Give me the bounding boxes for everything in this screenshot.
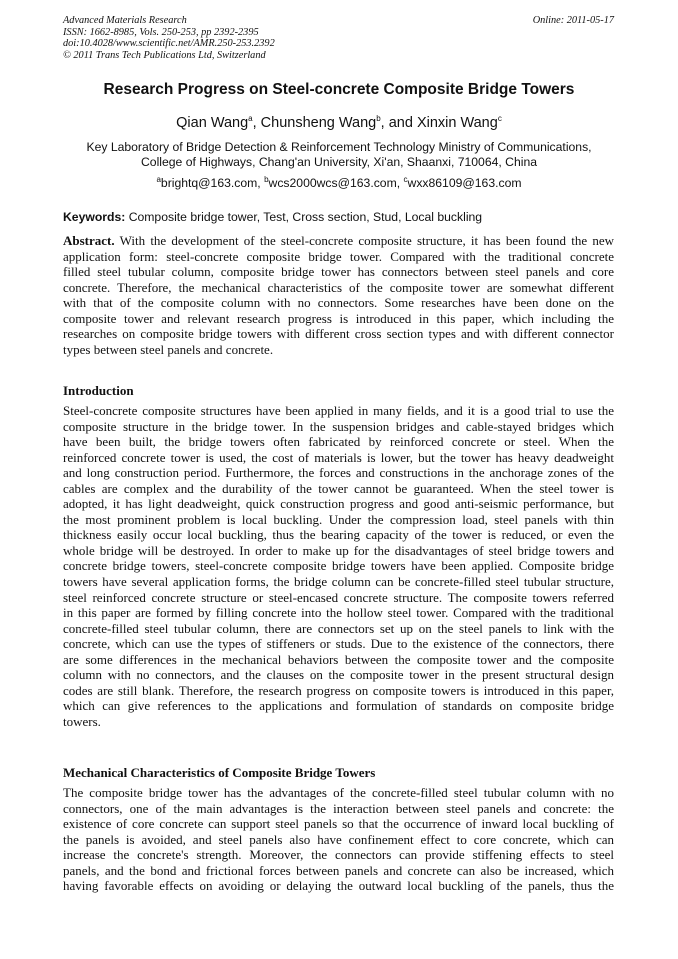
- issn: ISSN: 1662-8985, Vols. 250-253, pp 2392-2395: [63, 26, 259, 38]
- line-text: researches on composite bridge towers with different cross section types and with different connector: [63, 326, 614, 342]
- line-text: with that of the composite column with no connectors. Some researches have been done on the: [63, 295, 614, 311]
- text-line: [63, 878, 614, 894]
- line-text: concrete bridge towers, steel-concrete composite bridge towers have been applied. Composite bridge: [63, 558, 614, 574]
- line-text: which can give references to the applications and formulation of standards on composite bridge: [63, 698, 614, 714]
- text-line: [63, 512, 614, 528]
- abstract: [63, 233, 614, 357]
- line-text: Steel-concrete composite structures have been applied in many fields, and it is a good trial to use the: [63, 403, 614, 418]
- text-line: [63, 652, 614, 668]
- affiliation-line: Key Laboratory of Bridge Detection & Reinforcement Technology Ministry of Communications,: [86, 140, 592, 154]
- text-line: [63, 832, 614, 848]
- authors: [0, 114, 678, 131]
- text-line: [63, 816, 614, 832]
- text-line: [63, 342, 614, 358]
- line-text: application form: steel-concrete composite bridge tower. Compared with the traditional concrete: [63, 248, 614, 264]
- line-text: the most prominent problem is local buckling. Under the compression load, steel panels with thin: [63, 511, 614, 527]
- text-line: [63, 496, 614, 512]
- author-separator: ,: [252, 114, 261, 131]
- line-text: existence of core concrete can support steel panels so that the occurrence of inward local buckling of: [63, 816, 614, 832]
- text-line: [63, 249, 614, 265]
- paper-title: Research Progress on Steel-concrete Composite Bridge Towers: [103, 81, 575, 98]
- email-superscript: a: [156, 175, 161, 184]
- email-superscript: b: [264, 175, 269, 184]
- line-text: adopted, it has light deadweight, quick construction progress and good anti-seismic performance, but: [63, 496, 614, 512]
- text-line: [63, 863, 614, 879]
- text-line: [63, 450, 614, 466]
- emails: [0, 175, 678, 190]
- line-text: increase the concrete's strength. Moreover, the connectors can provide stiffening effects to steel: [63, 847, 614, 863]
- line-text: thickness easily occur local buckling, thus the bearing capacity of the tower is reduced, or even the: [63, 527, 614, 543]
- section-heading-introduction: Introduction: [63, 383, 134, 398]
- text-line: [63, 419, 614, 435]
- affiliation-line: College of Highways, Chang'an University, Xi'an, Shaanxi, 710064, China: [140, 155, 537, 169]
- line-text: concrete, which can use the types of stiffeners or studs. Due to the existence of the connectors, there: [63, 636, 614, 652]
- line-text: With the development of the steel-concrete composite structure, it has been found the new: [114, 233, 614, 248]
- line-text: towers.: [63, 713, 101, 729]
- line-text: whole bridge will be destroyed. In order to make up for the disadvantages of steel bridge towers and: [63, 542, 614, 558]
- text-line: [63, 264, 614, 280]
- text-line: [63, 683, 614, 699]
- author-separator: , and: [380, 114, 417, 131]
- text-line: [63, 543, 614, 559]
- copyright: © 2011 Trans Tech Publications Ltd, Switzerland: [63, 49, 266, 61]
- line-text: connectors, one of the main advantages is the interaction between steel panels and concrete: the: [63, 800, 614, 816]
- author-name: Chunsheng Wang: [260, 114, 377, 131]
- text-line: [63, 785, 614, 801]
- line-text: The composite bridge tower has the advantages of the concrete-filled steel tubular column with no: [63, 785, 614, 800]
- journal-header: [63, 15, 275, 61]
- text-line: [63, 801, 614, 817]
- text-line: [63, 574, 614, 590]
- text-line: [63, 527, 614, 543]
- text-line: [63, 326, 614, 342]
- text-line: [63, 605, 614, 621]
- line-text: panels, and the bond and frictional forces between panels and concrete can also be increased, which: [63, 862, 614, 878]
- line-text: and long construction period. Furthermore, the forces and constructions in the anchorage zones of the: [63, 465, 614, 481]
- email-superscript: c: [403, 175, 408, 184]
- text-line: [63, 558, 614, 574]
- line-text: composite structure in the bridge tower. In the suspension bridges and cable-stayed bridges which: [63, 418, 614, 434]
- text-line: [63, 233, 614, 249]
- line-text: concrete-filled steel tubular column, there are connectors set up on the steel panels to link with the: [63, 620, 614, 636]
- text-line: [63, 698, 614, 714]
- section-heading-mechanical: Mechanical Characteristics of Composite Bridge Towers: [63, 765, 376, 780]
- text-line: [63, 714, 614, 730]
- affiliation: [0, 140, 678, 170]
- abstract-label: Abstract.: [63, 233, 115, 248]
- line-text: steel reinforced concrete structure or steel-encased concrete structure. The composite towers referred: [63, 589, 614, 605]
- text-line: [63, 280, 614, 296]
- line-text: concrete. Therefore, the mechanical characteristics of the composite tower are somewhat different: [63, 279, 614, 295]
- line-text: column with no connectors, and the clauses on the composite tower in the present structural design: [63, 667, 614, 683]
- doi: doi:10.4028/www.scientific.net/AMR.250-253.2392: [63, 38, 275, 49]
- text-line: [63, 465, 614, 481]
- text-line: [63, 590, 614, 606]
- line-text: having favorable effects on avoiding or delaying the outward local buckling of the panels, thus the: [63, 878, 614, 894]
- line-text: are some differences in the mechanical behaviors between the composite tower and the composite: [63, 651, 614, 667]
- mechanical-body: [63, 785, 614, 894]
- line-text: cables are complex and the durability of the tower cannot be guaranteed. When the steel tower is: [63, 480, 614, 496]
- text-line: [63, 311, 614, 327]
- email: brightq@163.com,: [160, 176, 265, 191]
- text-line: [63, 295, 614, 311]
- journal-name: Advanced Materials Research: [63, 15, 187, 26]
- text-line: [63, 847, 614, 863]
- line-text: codes are still blank. Therefore, the research progress on composite towers is introduced in this paper,: [63, 682, 614, 698]
- text-line: [63, 636, 614, 652]
- line-text: in this paper are formed by filling concrete into the hollow steel tower. Compared with the traditional: [63, 605, 614, 621]
- author-superscript: a: [248, 114, 253, 123]
- line-text: filled steel tubular column, composite bridge tower has connectors between steel panels and core: [63, 264, 614, 280]
- line-text: have been built, the bridge towers often fabricated by reinforced concrete or steel. When the: [63, 434, 614, 450]
- author-superscript: b: [376, 114, 381, 123]
- text-line: [63, 621, 614, 637]
- keywords: [63, 210, 482, 224]
- text-line: [63, 667, 614, 683]
- keywords-label: Keywords:: [63, 210, 126, 224]
- line-text: composite tower and relevant research progress is introduced in this paper, which including the: [63, 310, 614, 326]
- online-date: Online: 2011-05-17: [532, 15, 614, 26]
- keywords-text: Composite bridge tower, Test, Cross section, Stud, Local buckling: [125, 210, 483, 224]
- email: wxx86109@163.com: [407, 176, 522, 191]
- line-text: reinforced concrete tower is used, the cost of materials is lower, but the tower has heavy deadweight: [63, 449, 614, 465]
- author-name: Xinxin Wang: [416, 114, 498, 131]
- line-text: the panels is avoided, and steel panels also have confinement effect to core concrete, which can: [63, 831, 614, 847]
- line-text: types between steel panels and concrete.: [63, 341, 274, 357]
- text-line: [63, 403, 614, 419]
- text-line: [63, 434, 614, 450]
- introduction-body: [63, 403, 614, 729]
- text-line: [63, 481, 614, 497]
- author-name: Qian Wang: [176, 114, 249, 131]
- email: wcs2000wcs@163.com,: [268, 176, 404, 191]
- author-superscript: c: [497, 114, 502, 123]
- line-text: towers have several application forms, the bridge column can be concrete-filled steel tubular structure,: [63, 574, 614, 590]
